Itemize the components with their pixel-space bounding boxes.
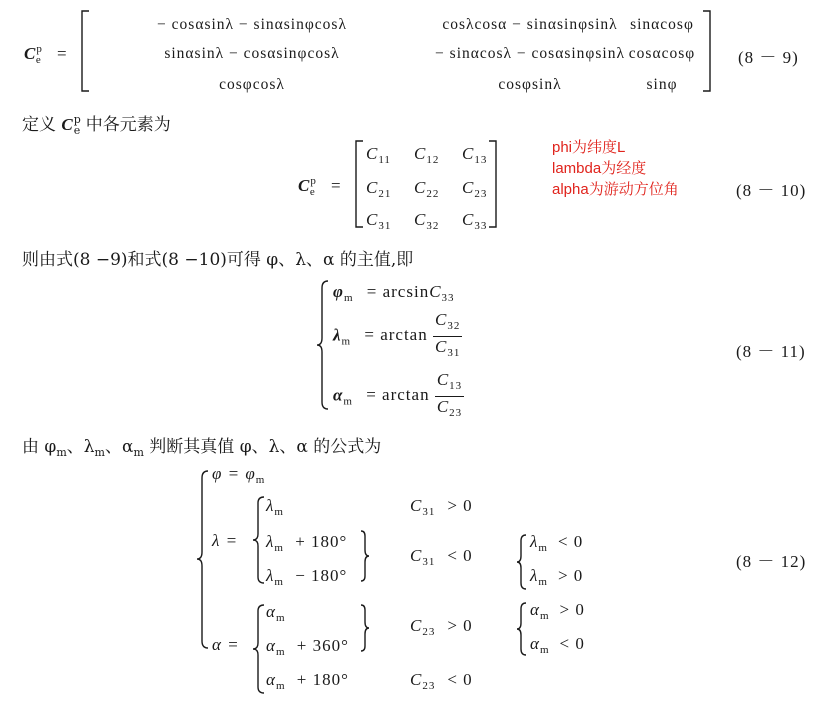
eq810-left-bracket	[354, 140, 364, 228]
eq810-cell-23	[462, 178, 487, 200]
eq811-alpha-symbol: α	[333, 385, 344, 405]
eq812-alpha-brace	[254, 604, 266, 694]
eq812-alpha-subcond-2	[530, 634, 585, 656]
eq810-cell-index: 31	[378, 220, 392, 232]
eq812-lambda-case-tail: + 180°	[289, 532, 348, 551]
eq89-lhs-symbol: C	[24, 44, 37, 63]
eq810-lhs-sub: e	[309, 186, 316, 198]
eq812-alpha-case-var-sub: m	[275, 680, 286, 692]
define-text-b: 中各元素为	[85, 115, 171, 135]
eq811-lambda-row	[333, 311, 462, 362]
eq812-alpha-case-var: α	[266, 636, 276, 655]
eq812-alpha-case-tail: + 360°	[291, 636, 349, 655]
eq812-lambda-subcond-2	[530, 566, 583, 588]
eq810-cell-index: 12	[426, 154, 440, 166]
eq812-alpha-cond-c: C	[410, 616, 423, 635]
eq812-alpha-cond-1	[410, 616, 473, 638]
eq812-alpha-subcond-var-sub: m	[539, 644, 550, 656]
eq810-cell-index: 13	[474, 154, 488, 166]
eq812-alpha-subcond-var: α	[530, 634, 540, 653]
eq812-phi-row	[212, 464, 265, 486]
eq89-cell-2-2: − sinαcosλ − cosαsinφsinλ	[435, 45, 625, 62]
eq812-lambda-inner-brace	[360, 530, 368, 582]
eq811-alpha-row	[333, 371, 464, 422]
eq89-cell-2-3: cosαcosφ	[628, 45, 696, 62]
define-text-a: 定义	[22, 115, 56, 135]
eq812-lambda-subcond-var-sub: m	[538, 576, 548, 588]
eq812-alpha-inner-brace	[360, 604, 368, 652]
eq810-lhs-sup: p	[310, 175, 317, 187]
eq810-cell-32	[414, 210, 439, 232]
eq812-alpha-subcond-var-sub: m	[539, 610, 550, 622]
true-value-sub-2: m	[94, 446, 105, 459]
eq810-cell-index: 11	[378, 154, 391, 166]
eq810-cell-letter: C	[462, 144, 475, 163]
eq812-lambda-case-2	[266, 532, 347, 554]
eq89-equals: =	[56, 44, 68, 63]
true-value-text-a: 由 φ	[22, 437, 57, 457]
eq812-alpha-case-2	[266, 636, 349, 658]
eq812-alpha-case-1	[266, 602, 286, 624]
eq811-alpha-sub: m	[343, 395, 353, 408]
eq810-cell-letter: C	[462, 210, 475, 229]
eq812-lambda-sub-brace	[518, 534, 528, 590]
eq811-number: (8 － 11)	[736, 342, 806, 361]
eq812-lambda-label: λ =	[212, 531, 239, 550]
eq810-cell-33	[462, 210, 487, 232]
eq810-cell-index: 33	[474, 220, 488, 232]
eq811-alpha-den-sub: 23	[449, 407, 463, 419]
eq811-alpha-den: C	[436, 397, 450, 416]
eq89-number: (8 － 9)	[738, 48, 799, 67]
eq812-lambda-subcond-var: λ	[530, 532, 539, 551]
eq810-cell-letter: C	[414, 210, 427, 229]
eq812-lambda-case-var-sub: m	[274, 576, 284, 588]
eq812-alpha-case-var: α	[266, 670, 276, 689]
eq812-lambda-cond-rel: < 0	[447, 546, 473, 565]
eq812-lambda-subcond-var: λ	[530, 566, 539, 585]
eq89-right-bracket	[702, 10, 712, 92]
annotation-line-lambda: lambda为经度	[552, 160, 647, 177]
true-value-text-2: 、α	[104, 437, 134, 457]
eq810-cell-letter: C	[462, 178, 475, 197]
eq811-alpha-rhs: = arctan	[366, 385, 430, 405]
eq89-cell-3-2: cosφsinλ	[498, 76, 562, 93]
eq812-alpha-case-var-sub: m	[275, 646, 286, 658]
eq812-lambda-case-tail: − 180°	[289, 566, 348, 585]
eq810-cell-12	[414, 144, 439, 166]
eq812-alpha-cond-rel: < 0	[447, 670, 473, 689]
eq812-lambda-brace	[254, 496, 266, 584]
eq811-alpha-num-sub: 13	[449, 380, 463, 392]
eq811-lambda-den-sub: 31	[447, 347, 461, 359]
eq811-alpha-fraction	[435, 371, 464, 422]
eq89-cell-1-3: sinαcosφ	[630, 16, 694, 33]
eq812-lambda-subcond-1	[530, 532, 583, 554]
eq812-lambda-cond-2	[410, 546, 473, 568]
eq811-phi-sub: m	[343, 292, 354, 304]
eq811-alpha-num: C	[436, 370, 450, 389]
eq812-alpha-cond-2	[410, 670, 473, 692]
eq811-lambda-num: C	[434, 310, 448, 329]
eq811-left-brace	[318, 280, 330, 410]
true-value-text-b: 判断其真值 φ、λ、α 的公式为	[143, 437, 382, 457]
eq810-cell-letter: C	[366, 144, 379, 163]
eq812-lambda-cond-rel: > 0	[447, 496, 473, 515]
eq811-lambda-num-sub: 32	[447, 320, 461, 332]
eq89-left-bracket	[80, 10, 90, 92]
eq811-phi-c: C	[429, 282, 442, 301]
eq812-lambda-cond-c-sub: 31	[422, 556, 436, 568]
true-value-line	[22, 432, 381, 459]
eq812-lambda-subcond-rel: < 0	[557, 532, 584, 551]
eq812-alpha-subcond-1	[530, 600, 585, 622]
eq812-alpha-case-var-sub: m	[275, 612, 286, 624]
eq810-cell-letter: C	[414, 178, 427, 197]
eq812-alpha-sub-brace	[518, 602, 528, 656]
eq89-cell-1-2: cosλcosα − sinαsinφsinλ	[442, 16, 618, 33]
annotation-line-phi: phi为纬度L	[552, 139, 626, 156]
eq811-phi-rhs: = arcsin	[366, 282, 430, 301]
eq811-phi-cs: 33	[441, 292, 455, 304]
eq810-right-bracket	[488, 140, 498, 228]
eq812-lambda-cond-c-sub: 31	[422, 506, 436, 518]
eq812-alpha-subcond-rel: > 0	[559, 600, 585, 619]
true-value-sub-3: m	[133, 446, 144, 459]
eq812-phi-text: φ = φ	[212, 464, 256, 483]
eq89-lhs-sup: p	[36, 43, 43, 55]
eq810-cell-11	[366, 144, 391, 166]
eq810-number: (8 － 10)	[736, 181, 807, 200]
eq812-lambda-case-var-sub: m	[274, 506, 284, 518]
eq812-alpha-cond-c-sub: 23	[422, 680, 436, 692]
eq812-outer-brace	[198, 470, 210, 650]
eq811-lambda-rhs: = arctan	[364, 325, 428, 345]
define-line	[22, 110, 171, 137]
eq89-cell-2-1: sinαsinλ − cosαsinφcosλ	[164, 45, 340, 62]
eq812-lambda-case-var: λ	[266, 532, 275, 551]
eq810-cell-21	[366, 178, 391, 200]
eq812-lambda-cond-c: C	[410, 546, 423, 565]
eq810-cell-index: 23	[474, 188, 488, 200]
eq812-lambda-case-var: λ	[266, 496, 275, 515]
eq89-lhs-sub: e	[35, 54, 42, 66]
main-value-line: 则由式(8 −9)和式(8 −10)可得 φ、λ、α 的主值,即	[22, 250, 414, 270]
eq812-number: (8 － 12)	[736, 552, 807, 571]
eq812-lambda-case-3	[266, 566, 347, 588]
eq89-cell-3-3: sinφ	[646, 76, 678, 93]
eq812-lambda-case-var-sub: m	[274, 542, 284, 554]
eq89-cell-3-1: cosφcosλ	[219, 76, 285, 93]
eq812-phi-sub: m	[255, 474, 266, 486]
eq89-lhs	[24, 43, 68, 66]
eq812-lambda-cond-1	[410, 496, 473, 518]
eq812-alpha-case-tail: + 180°	[291, 670, 349, 689]
eq812-alpha-cond-c-sub: 23	[422, 626, 436, 638]
true-value-text-1: 、λ	[66, 437, 95, 457]
eq89-cell-1-1: − cosαsinλ − sinαsinφcosλ	[157, 16, 347, 33]
eq810-equals: =	[330, 176, 342, 195]
eq810-lhs-symbol: C	[298, 176, 311, 195]
eq812-lambda-subcond-rel: > 0	[557, 566, 584, 585]
eq810-cell-index: 32	[426, 220, 440, 232]
eq812-lambda-case-var: λ	[266, 566, 275, 585]
eq812-alpha-cond-c: C	[410, 670, 423, 689]
eq811-phi-row	[333, 282, 455, 304]
eq810-cell-22	[414, 178, 439, 200]
eq810-cell-index: 22	[426, 188, 440, 200]
annotation-note	[552, 137, 679, 200]
define-sub: e	[73, 124, 81, 137]
eq812-alpha-subcond-var: α	[530, 600, 540, 619]
eq812-alpha-cond-rel: > 0	[447, 616, 473, 635]
eq812-lambda-case-1	[266, 496, 284, 518]
eq811-lambda-den: C	[434, 337, 448, 356]
define-symbol: C	[61, 115, 74, 134]
eq810-cell-letter: C	[414, 144, 427, 163]
eq810-cell-letter: C	[366, 178, 379, 197]
true-value-sub-1: m	[56, 446, 67, 459]
eq811-lambda-sub: m	[341, 335, 352, 348]
eq812-alpha-subcond-rel: < 0	[559, 634, 585, 653]
eq812-lambda-subcond-var-sub: m	[538, 542, 548, 554]
eq812-alpha-case-3	[266, 670, 349, 692]
eq812-alpha-case-var: α	[266, 602, 276, 621]
define-sup: p	[73, 113, 81, 126]
eq811-phi-symbol: φ	[333, 282, 344, 301]
eq812-lambda-cond-c: C	[410, 496, 423, 515]
annotation-line-alpha: alpha为游动方位角	[552, 181, 679, 198]
eq810-cell-letter: C	[366, 210, 379, 229]
eq810-cell-index: 21	[378, 188, 392, 200]
eq810-cell-31	[366, 210, 391, 232]
eq812-alpha-label: α =	[212, 635, 240, 654]
eq811-lambda-symbol: λ	[333, 325, 342, 345]
eq811-lambda-fraction	[433, 311, 462, 362]
eq810-cell-13	[462, 144, 487, 166]
eq810-lhs	[298, 175, 342, 198]
